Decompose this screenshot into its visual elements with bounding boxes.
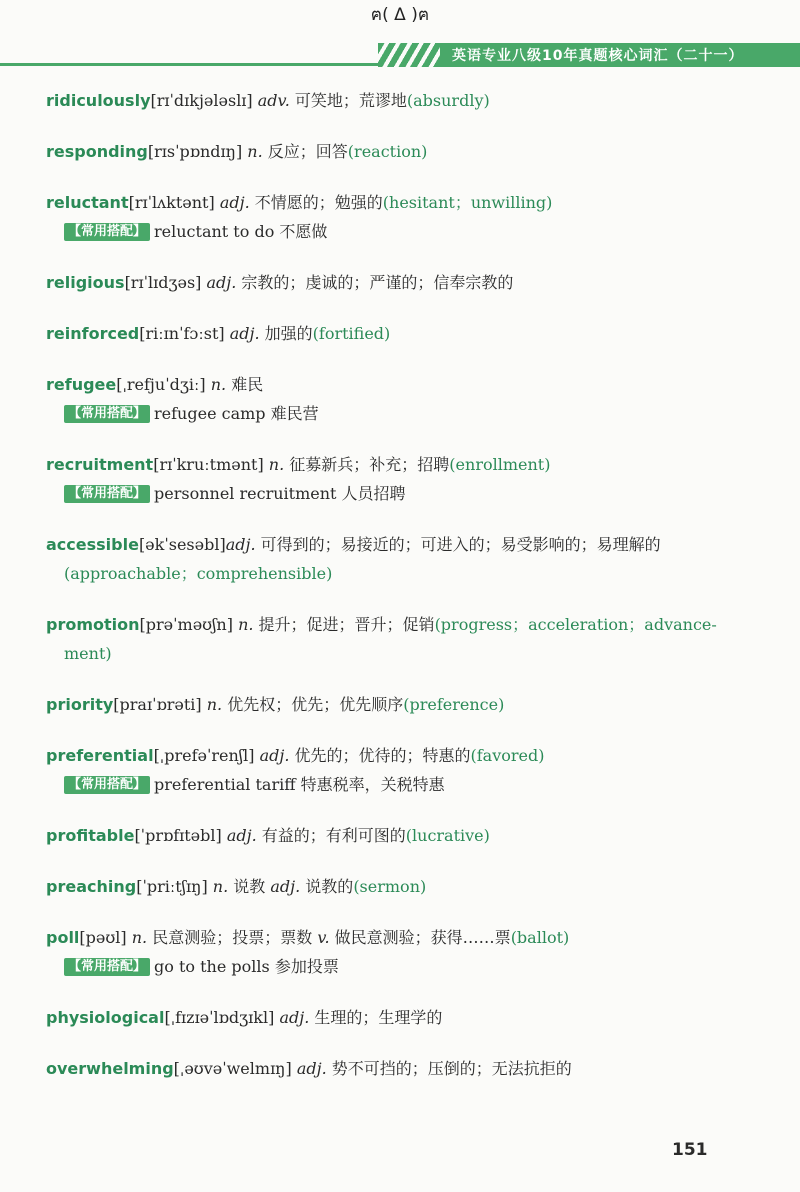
phonetic: [rɪˈdɪkjələslɪ] (150, 91, 253, 110)
synonyms: (approachable；comprehensible) (64, 564, 333, 583)
phonetic: [prəˈməʊʃn] (139, 615, 233, 634)
headword: preaching (46, 877, 137, 896)
synonyms: (preference) (403, 695, 505, 714)
phonetic: [rɪˈlɪdʒəs] (124, 273, 202, 292)
meaning: 可得到的；易接近的；可进入的；易受影响的；易理解的 (260, 535, 661, 554)
vocabulary-list (46, 86, 762, 1105)
meaning: 反应；回答 (267, 142, 348, 161)
meaning: 不情愿的；勉强的 (254, 193, 383, 212)
phonetic: [ˌəʊvəˈwelmɪŋ] (173, 1059, 292, 1078)
meaning-2: 说教的 (305, 877, 354, 896)
headword: promotion (46, 615, 140, 634)
phonetic: [rɪsˈpɒndɪŋ] (147, 142, 243, 161)
synonyms: (progress；acceleration；advance- (434, 615, 717, 634)
meaning: 宗教的；虔诚的；严谨的；信奉宗教的 (241, 273, 514, 292)
headword: overwhelming (46, 1059, 174, 1078)
part-of-speech: adj. (279, 1008, 310, 1027)
part-of-speech: adj. (226, 826, 257, 845)
entry-overwhelming (46, 1054, 762, 1083)
meaning: 有益的；有利可图的 (261, 826, 406, 845)
entry-recruitment (46, 450, 762, 508)
headword: preferential (46, 746, 154, 765)
phonetic: [praɪˈɒrəti] (113, 695, 202, 714)
phonetic: [ˌfɪzɪəˈlɒdʒɪkl] (164, 1008, 275, 1027)
top-mark: ฅ( Δ )ฅ (370, 5, 430, 25)
entry-reinforced (46, 319, 762, 348)
phonetic: [rɪˈlʌktənt] (128, 193, 215, 212)
headword: recruitment (46, 455, 154, 474)
part-of-speech: adj. (229, 324, 260, 343)
part-of-speech: n. (212, 877, 229, 896)
entry-preferential (46, 741, 762, 799)
phonetic: [rɪˈkruːtmənt] (153, 455, 264, 474)
collocation: go to the polls 参加投票 (154, 957, 339, 976)
header-title: 英语专业八级10年真题核心词汇（二十一） (452, 48, 744, 64)
part-of-speech-2: adj. (270, 877, 301, 896)
phonetic: [ˈprɒfɪtəbl] (134, 826, 222, 845)
entry-promotion (46, 610, 762, 668)
entry-ridiculously (46, 86, 762, 115)
meaning-2: 做民意测验；获得……票 (334, 928, 511, 947)
phonetic: [riːɪnˈfɔːst] (139, 324, 225, 343)
entry-profitable (46, 821, 762, 850)
synonyms: (hesitant；unwilling) (382, 193, 553, 212)
meaning: 难民 (231, 375, 264, 394)
meaning: 优先权；优先；优先顺序 (227, 695, 404, 714)
part-of-speech: adj. (219, 193, 250, 212)
headword: accessible (46, 535, 139, 554)
synonyms: (fortified) (312, 324, 391, 343)
synonyms: (reaction) (347, 142, 428, 161)
part-of-speech: adj. (296, 1059, 327, 1078)
headword: reinforced (46, 324, 140, 343)
meaning: 征募新兵；补充；招聘 (289, 455, 450, 474)
collocation: reluctant to do 不愿做 (154, 222, 328, 241)
part-of-speech: adj. (206, 273, 237, 292)
part-of-speech: n. (131, 928, 148, 947)
entry-physiological (46, 1003, 762, 1032)
synonyms: (sermon) (353, 877, 427, 896)
part-of-speech-2: v. (317, 928, 330, 947)
meaning: 加强的 (264, 324, 313, 343)
headword: priority (46, 695, 114, 714)
page-number: 151 (672, 1140, 708, 1160)
synonyms-continued: ment) (64, 644, 112, 663)
part-of-speech: n. (206, 695, 223, 714)
entry-priority (46, 690, 762, 719)
entry-responding (46, 137, 762, 166)
part-of-speech: n. (210, 375, 227, 394)
part-of-speech: n. (247, 142, 263, 161)
entry-preaching (46, 872, 762, 901)
collocation-tag: 【常用搭配】 (64, 485, 150, 503)
synonyms: (absurdly) (406, 91, 490, 110)
entry-refugee (46, 370, 762, 428)
part-of-speech: n. (238, 615, 254, 634)
synonyms: (favored) (470, 746, 545, 765)
part-of-speech: adj. (225, 535, 256, 554)
collocation-tag: 【常用搭配】 (64, 776, 150, 794)
headword: reluctant (46, 193, 129, 212)
phonetic: [ˈpriːtʃɪŋ] (136, 877, 208, 896)
meaning: 生理的；生理学的 (314, 1008, 443, 1027)
headword: poll (46, 928, 80, 947)
collocation: preferential tariff 特惠税率，关税特惠 (154, 775, 445, 794)
headword: physiological (46, 1008, 165, 1027)
collocation-tag: 【常用搭配】 (64, 958, 150, 976)
synonyms: (enrollment) (449, 455, 551, 474)
phonetic: [ˌrefjuˈdʒiː] (116, 375, 206, 394)
entry-accessible (46, 530, 762, 588)
headword: profitable (46, 826, 135, 845)
phonetic: [ˌprefəˈrenʃl] (153, 746, 255, 765)
entry-religious (46, 268, 762, 297)
header-stripes (378, 43, 440, 67)
headword: ridiculously (46, 91, 151, 110)
phonetic: [əkˈsesəbl] (138, 535, 226, 554)
meaning: 民意测验；投票；票数 (152, 928, 313, 947)
meaning: 势不可挡的；压倒的；无法抗拒的 (331, 1059, 572, 1078)
synonyms: (ballot) (510, 928, 570, 947)
part-of-speech: adv. (257, 91, 290, 110)
headword: refugee (46, 375, 117, 394)
collocation-tag: 【常用搭配】 (64, 223, 150, 241)
meaning: 说教 (233, 877, 266, 896)
meaning: 可笑地；荒谬地 (294, 91, 407, 110)
entry-poll (46, 923, 762, 981)
phonetic: [pəʊl] (79, 928, 127, 947)
synonyms: (lucrative) (405, 826, 490, 845)
headword: religious (46, 273, 125, 292)
collocation-tag: 【常用搭配】 (64, 405, 150, 423)
headword: responding (46, 142, 148, 161)
meaning: 提升；促进；晋升；促销 (258, 615, 435, 634)
meaning: 优先的；优待的；特惠的 (294, 746, 471, 765)
entry-reluctant (46, 188, 762, 246)
collocation: personnel recruitment 人员招聘 (154, 484, 406, 503)
part-of-speech: adj. (259, 746, 290, 765)
part-of-speech: n. (268, 455, 285, 474)
collocation: refugee camp 难民营 (154, 404, 319, 423)
